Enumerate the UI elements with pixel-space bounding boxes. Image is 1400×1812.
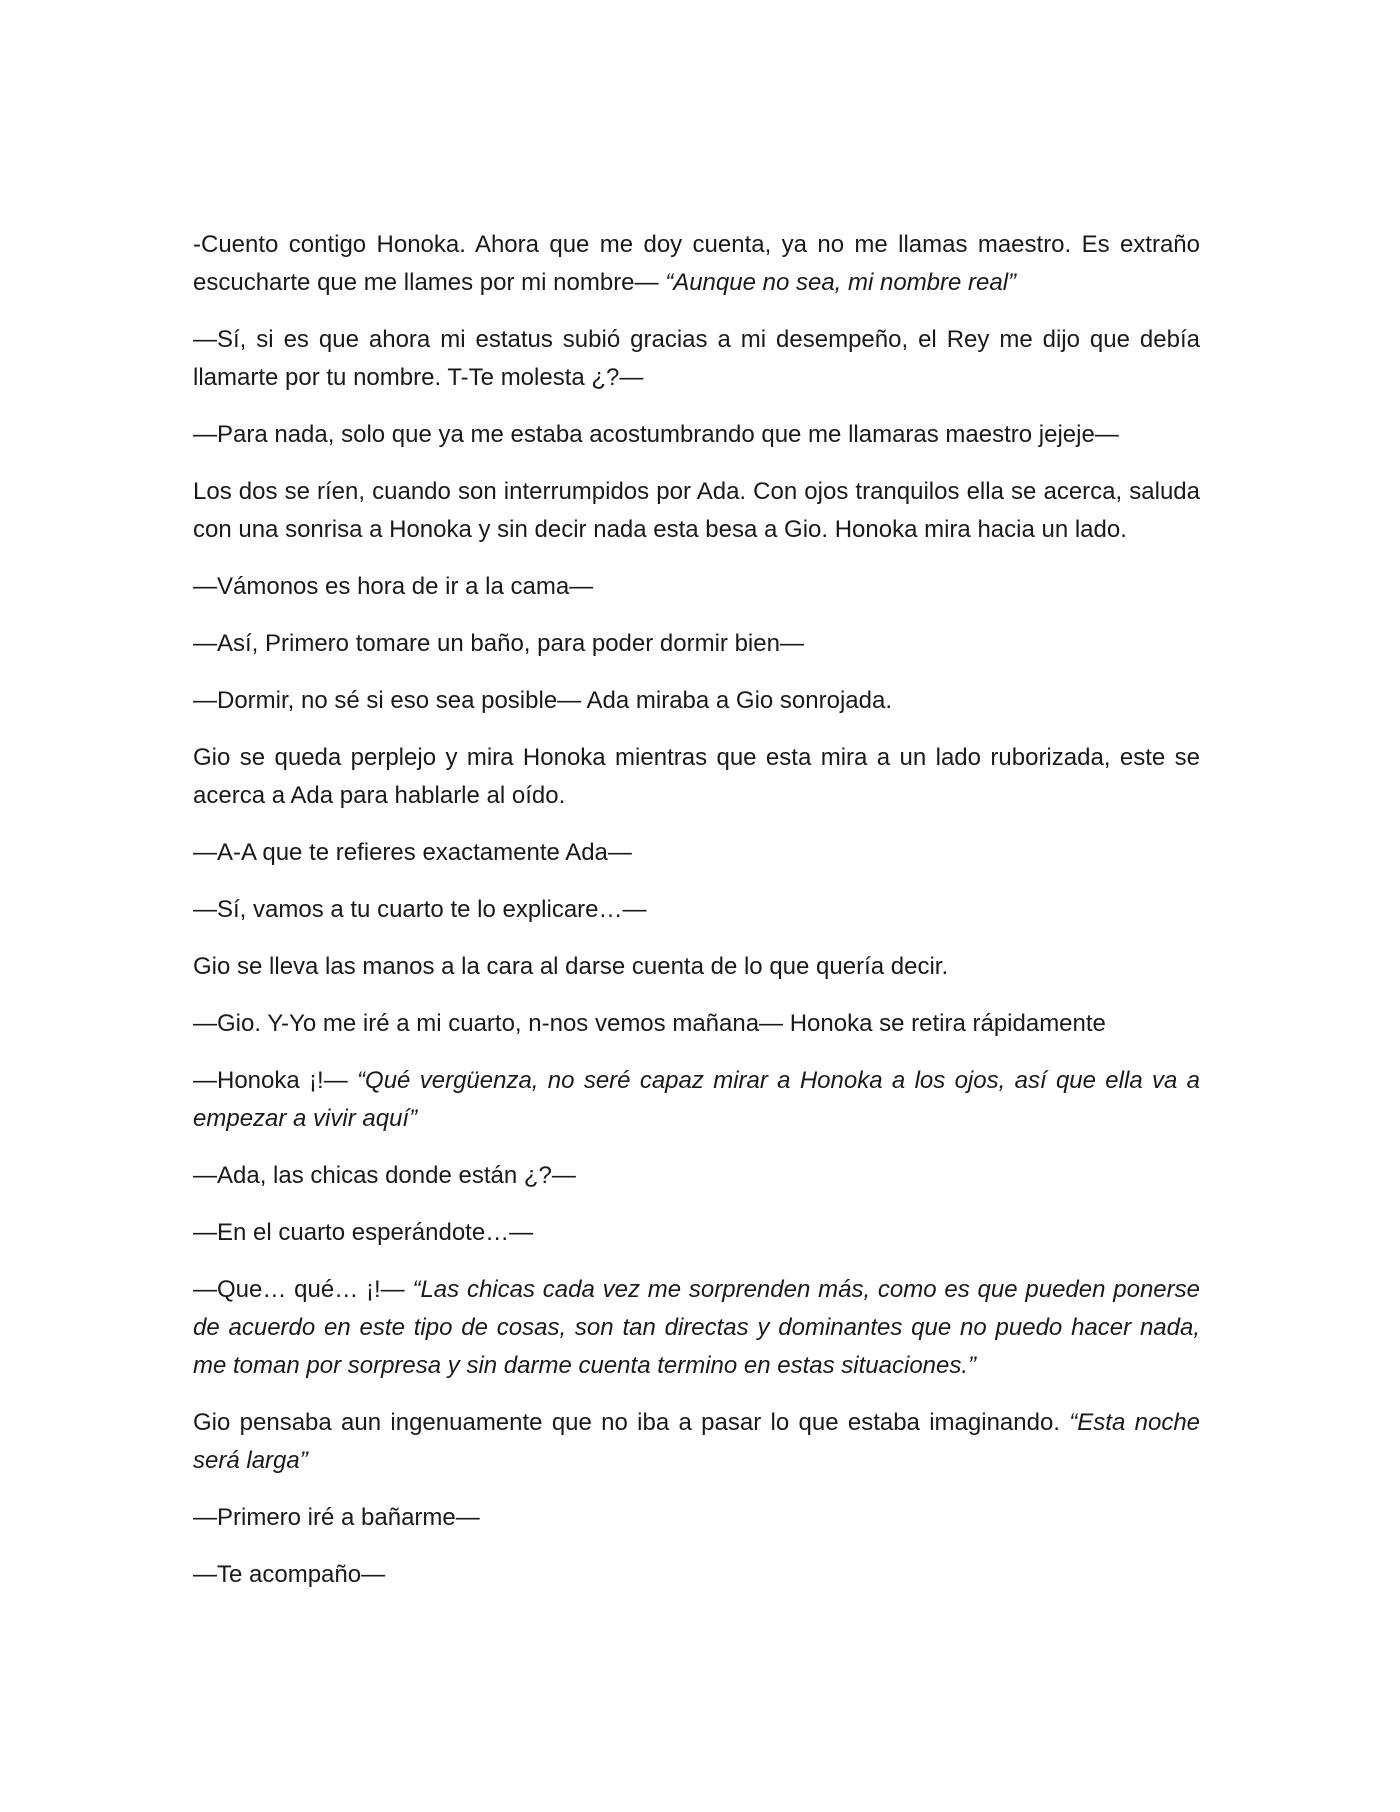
body-text: —Ada, las chicas donde están ¿?— xyxy=(193,1162,576,1189)
paragraph-p2 xyxy=(193,321,1200,397)
body-text: —Dormir, no sé si eso sea posible— Ada miraba a Gio sonrojada. xyxy=(193,687,893,714)
paragraph-p1 xyxy=(193,226,1200,302)
body-text: Los dos se ríen, cuando son interrumpidos por Ada. Con ojos tranquilos ella se acerca, saluda con una sonrisa a Honoka y sin decir nada esta besa a Gio. Honoka mira hacia un lado. xyxy=(193,478,1200,543)
paragraph-p11 xyxy=(193,948,1200,986)
paragraph-p10 xyxy=(193,891,1200,929)
paragraph-p17 xyxy=(193,1404,1200,1480)
body-text: Gio pensaba aun ingenuamente que no iba a pasar lo que estaba imaginando. xyxy=(193,1409,1070,1436)
body-text: —Para nada, solo que ya me estaba acostumbrando que me llamaras maestro jejeje— xyxy=(193,421,1119,448)
body-text: —En el cuarto esperándote…— xyxy=(193,1219,534,1246)
paragraph-p12 xyxy=(193,1005,1200,1043)
body-text: —Te acompaño— xyxy=(193,1561,386,1588)
paragraph-p8 xyxy=(193,739,1200,815)
body-text: —Así, Primero tomare un baño, para poder dormir bien— xyxy=(193,630,804,657)
body-text: Gio se queda perplejo y mira Honoka mientras que esta mira a un lado ruborizada, este se acerca a Ada para hablarle al oído. xyxy=(193,744,1200,809)
paragraph-p3 xyxy=(193,416,1200,454)
paragraph-p15 xyxy=(193,1214,1200,1252)
body-text: —Sí, si es que ahora mi estatus subió gracias a mi desempeño, el Rey me dijo que debía llamarte por tu nombre. T-Te molesta ¿?— xyxy=(193,326,1200,391)
body-text: —Honoka ¡!— xyxy=(193,1067,358,1094)
paragraph-p7 xyxy=(193,682,1200,720)
paragraph-p14 xyxy=(193,1157,1200,1195)
body-text: —Primero iré a bañarme— xyxy=(193,1504,480,1531)
document-page xyxy=(193,226,1200,1613)
paragraph-p6 xyxy=(193,625,1200,663)
thought-text: “Aunque no sea, mi nombre real” xyxy=(665,269,1017,296)
body-text: —A-A que te refieres exactamente Ada— xyxy=(193,839,632,866)
body-text: —Gio. Y-Yo me iré a mi cuarto, n-nos vemos mañana— Honoka se retira rápidamente xyxy=(193,1010,1106,1037)
thought-text: “Esta noche será larga” xyxy=(193,1409,1201,1474)
body-text: -Cuento contigo Honoka. Ahora que me doy cuenta, ya no me llamas maestro. Es extraño escucharte que me llames por mi nombre— xyxy=(193,231,1200,296)
body-text: —Que… qué… ¡!— xyxy=(193,1276,413,1303)
thought-text: “Las chicas cada vez me sorprenden más, como es que pueden ponerse de acuerdo en este tipo de cosas, son tan directas y dominantes que no puedo hacer nada, me toman por sorpresa y sin darme cuenta termino en estas situaciones.” xyxy=(193,1276,1200,1379)
paragraph-p13 xyxy=(193,1062,1200,1138)
paragraph-p5 xyxy=(193,568,1200,606)
paragraph-p9 xyxy=(193,834,1200,872)
paragraph-p16 xyxy=(193,1271,1200,1385)
body-text: —Sí, vamos a tu cuarto te lo explicare…— xyxy=(193,896,647,923)
paragraph-p4 xyxy=(193,473,1200,549)
body-text: Gio se lleva las manos a la cara al darse cuenta de lo que quería decir. xyxy=(193,953,949,980)
paragraph-p18 xyxy=(193,1499,1200,1537)
thought-text: “Qué vergüenza, no seré capaz mirar a Honoka a los ojos, así que ella va a empezar a vivir aquí” xyxy=(193,1067,1201,1132)
body-text: —Vámonos es hora de ir a la cama— xyxy=(193,573,594,600)
paragraph-p19 xyxy=(193,1556,1200,1594)
